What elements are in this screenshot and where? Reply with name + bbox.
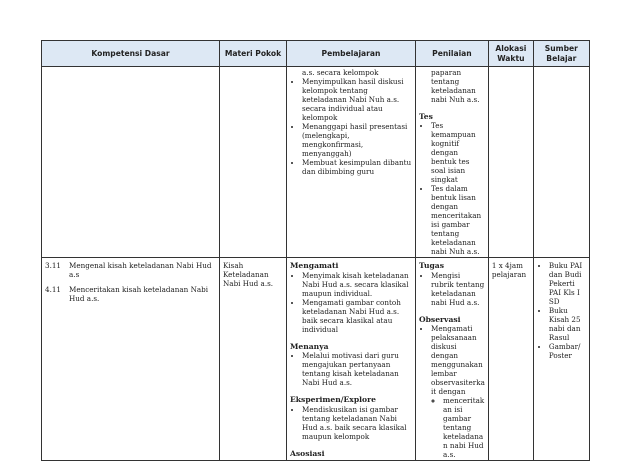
kd-item: [45, 261, 216, 279]
cell-pembelajaran: [287, 67, 416, 258]
cell-kd-empty: [42, 67, 220, 258]
syllabus-table: [41, 40, 590, 461]
kd-text: Mengenal kisah keteladanan Nabi Hud a.s: [69, 261, 212, 280]
list-item: • Buku Kisah 25 nabi dan Rasul: [549, 306, 586, 342]
cell-sumber-belajar: [533, 258, 589, 461]
kd-item: [45, 285, 216, 303]
tugas-heading: Tugas: [419, 261, 444, 271]
header-penilaian: Penilaian: [416, 41, 489, 67]
cell-kompetensi-dasar: [42, 258, 220, 461]
cell-penilaian: [416, 67, 489, 258]
cell-alokasi-waktu: 1 x 4jam pelajaran: [488, 258, 533, 461]
section-title: Asosiasi: [290, 448, 325, 458]
list-item: • Mengisi rubrik tentang keteladanan nabi Hud a.s.: [431, 271, 485, 307]
list-item: • Gambar/ Poster: [549, 342, 586, 360]
list-item: • Membuat kesimpulan dibantu dan dibimbing guru: [302, 158, 412, 176]
penilaian-lead: paparan tentang keteladanan nabi Nuh a.s.: [431, 68, 480, 104]
observasi-heading: Observasi: [419, 314, 461, 324]
list-item: [431, 324, 485, 459]
list-item: • Menyimpulkan hasil diskusi kelompok tentang keteladanan Nabi Nuh a.s. secara individual atau kelompok: [302, 77, 412, 122]
list-item: • Mengamati gambar contoh keteladanan Nabi Hud a.s. baik secara klasikal atau individual: [302, 298, 412, 334]
header-row: [42, 41, 590, 67]
cell-sumber-empty: [533, 67, 589, 258]
cell-materi-pokok: Kisah Keteladanan Nabi Hud a.s.: [220, 258, 287, 461]
list-item: • Melalui motivasi dari guru mengajukan pertanyaan tentang kisah keteladanan Nabi Hud a.s.: [302, 351, 412, 387]
kd-number: 3.11: [45, 261, 62, 271]
kd-text: Menceritakan kisah keteladanan Nabi Hud a.s.: [69, 285, 209, 304]
list-item: • Mendiskusikan isi gambar tentang keteladanan Nabi Hud a.s. baik secara klasikal maupun kelompok: [302, 405, 412, 441]
section-title: Menanya: [290, 341, 329, 351]
table-row: [42, 67, 590, 258]
cell-materi-empty: [220, 67, 287, 258]
section-title: Mengamati: [290, 261, 339, 271]
list-item: • Menanggapi hasil presentasi (melengkapi, mengkonfirmasi, menyanggah): [302, 122, 412, 158]
pembelajaran-lead: a.s. secara kelompok: [302, 68, 379, 77]
list-item: • Buku PAI dan Budi Pekerti PAI Kls I SD: [549, 261, 586, 306]
kd-number: 4.11: [45, 285, 62, 295]
list-item: • Menyimak kisah keteladanan Nabi Hud a.s. secara klasikal maupun individual.: [302, 271, 412, 298]
tes-heading: Tes: [419, 112, 433, 121]
cell-penilaian: [416, 258, 489, 461]
list-item: • Tes dalam bentuk lisan dengan menceritakan isi gambar tentang keteladanan nabi Nuh a.s.: [431, 184, 485, 256]
cell-pembelajaran: [287, 258, 416, 461]
header-alokasi-waktu: Alokasi Waktu: [488, 41, 533, 67]
cell-alokasi-empty: [488, 67, 533, 258]
section-title: Eksperimen/Explore: [290, 395, 376, 405]
header-materi-pokok: Materi Pokok: [220, 41, 287, 67]
list-item: • Tes kemampuan kognitif dengan bentuk tes soal isian singkat: [431, 121, 485, 184]
header-kompetensi-dasar: Kompetensi Dasar: [42, 41, 220, 67]
header-pembelajaran: Pembelajaran: [287, 41, 416, 67]
observasi-text: Mengamati pelaksanaan diskusi dengan menggunakan lembar observasiterka it dengan: [431, 324, 485, 397]
table-row: [42, 258, 590, 461]
header-sumber-belajar: Sumber Belajar: [533, 41, 589, 67]
list-item: ◦ menceritak an isi gambar tentang keteladana n nabi Hud a.s.: [443, 396, 485, 459]
